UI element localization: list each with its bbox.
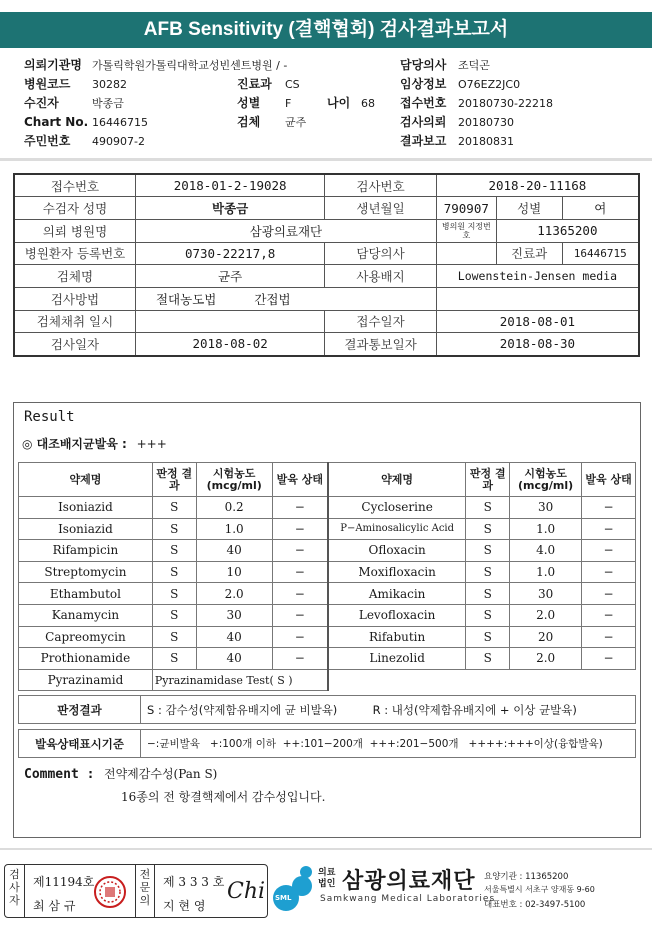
drug-growth: − xyxy=(582,648,636,670)
table-row xyxy=(14,219,639,242)
comment-line-1: 전약제감수성(Pan S) xyxy=(104,767,218,781)
cell-label: 검사번호 xyxy=(325,174,437,197)
drug-conc: 2.0 xyxy=(510,648,582,670)
legend-growth: −:균비발육 +:100개 이하 ++:101−200개 +++:201−500개 ++++:+++이상(융합발육) xyxy=(141,730,636,758)
header-value: 20180730-22218 xyxy=(458,97,553,110)
column-header: 발육 상태 xyxy=(272,463,328,497)
drug-conc: 20 xyxy=(510,626,582,648)
drug-growth: − xyxy=(582,497,636,519)
comment-label: Comment : xyxy=(24,767,95,782)
drug-growth: − xyxy=(582,604,636,626)
cell-label: 검체명 xyxy=(14,265,135,288)
hospital-code: 11365200 xyxy=(496,219,639,242)
column-header: 약제명 xyxy=(19,463,153,497)
table-row xyxy=(19,540,636,562)
org-prefix xyxy=(318,868,335,890)
cell-label: 진료과 xyxy=(496,242,562,265)
sml-logo-icon xyxy=(272,864,316,912)
drug-conc: 1.0 xyxy=(510,561,582,583)
header-value: 16446715 xyxy=(92,116,148,129)
header-label: 검체 xyxy=(237,115,261,129)
table-row xyxy=(19,518,636,540)
legend-r: R : 내성(약제함유배지에 + 이상 균발육) xyxy=(372,702,577,717)
header-mid-block xyxy=(237,75,375,132)
drug-judge: S xyxy=(152,540,196,562)
empty-cell xyxy=(328,669,636,691)
comment-line-2: 16종의 전 항결핵제에서 감수성입니다. xyxy=(121,790,326,804)
column-header: 판정 결과 xyxy=(466,463,510,497)
birth-date: 790907 xyxy=(436,197,496,220)
table-row xyxy=(19,669,636,691)
doctor-name xyxy=(436,242,496,265)
cell-label: 결과통보일자 xyxy=(325,333,437,356)
doctor-label: 전문의 xyxy=(135,865,155,917)
table-row xyxy=(14,265,639,288)
legend-label: 판정결과 xyxy=(19,696,141,724)
drug-drug: Isoniazid xyxy=(19,497,153,519)
drug-conc: 40 xyxy=(196,626,272,648)
drug-drug: Ethambutol xyxy=(19,583,153,605)
header-value: F xyxy=(285,97,292,110)
logo-mark: SML xyxy=(275,894,292,902)
drug-drug: Moxifloxacin xyxy=(328,561,466,583)
drug-drug: Kanamycin xyxy=(19,604,153,626)
drug-conc: 2.0 xyxy=(196,583,272,605)
header-label: 접수번호 xyxy=(400,96,447,110)
footer xyxy=(0,852,652,929)
control-value: +++ xyxy=(136,437,167,451)
drug-growth: − xyxy=(272,561,328,583)
table-row xyxy=(14,310,639,333)
header-value: 68 xyxy=(361,97,375,110)
column-header: 판정 결과 xyxy=(152,463,196,497)
header-label: 병원코드 xyxy=(24,77,71,91)
org-prefix-2: 법인 xyxy=(318,879,336,889)
test-method-2: 간접법 xyxy=(254,291,291,307)
org-logo xyxy=(272,864,316,912)
column-header: 발육 상태 xyxy=(582,463,636,497)
header-value: 조덕곤 xyxy=(458,59,490,72)
patient-record-table xyxy=(13,173,640,357)
drug-conc: 40 xyxy=(196,648,272,670)
patient-name: 박종금 xyxy=(135,197,324,220)
drug-judge: S xyxy=(466,648,510,670)
drug-growth: − xyxy=(272,648,328,670)
notify-date: 2018-08-30 xyxy=(436,333,639,356)
table-row xyxy=(19,626,636,648)
specimen: 균주 xyxy=(135,265,324,288)
cell-label: 생년월일 xyxy=(325,197,437,220)
table-row xyxy=(19,497,636,519)
column-header: 시험농도 (mcg/ml) xyxy=(196,463,272,497)
header-label: 나이 xyxy=(327,96,351,110)
drug-judge: S xyxy=(466,497,510,519)
header-right-block xyxy=(400,56,553,151)
drug-judge: S xyxy=(152,497,196,519)
drug-judge: S xyxy=(466,604,510,626)
drug-growth: − xyxy=(272,540,328,562)
pyrazinamidase-test: Pyrazinamidase Test( S ) xyxy=(152,669,328,691)
header-value: 박종금 xyxy=(92,97,124,110)
cell-label: 검사방법 xyxy=(14,287,135,310)
header-label: 주민번호 xyxy=(24,134,71,148)
org-code: 요양기관 : 11365200 xyxy=(484,872,569,882)
drug-growth: − xyxy=(272,583,328,605)
header-label: 검사의뢰 xyxy=(400,115,447,129)
drug-judge: S xyxy=(152,648,196,670)
header-label: Chart No. xyxy=(24,115,89,129)
legend-table xyxy=(18,729,636,758)
drug-conc: 1.0 xyxy=(510,518,582,540)
test-number: 2018-20-11168 xyxy=(436,174,639,197)
report-title: AFB Sensitivity (결핵협회) 검사결과보고서 xyxy=(0,12,652,48)
drug-drug: Linezolid xyxy=(328,648,466,670)
org-prefix-1: 의료 xyxy=(318,868,336,878)
header-label: 의뢰기관명 xyxy=(24,58,82,72)
table-row xyxy=(14,197,639,220)
comment-block xyxy=(24,765,325,805)
drug-conc: 30 xyxy=(196,604,272,626)
drug-judge: S xyxy=(466,518,510,540)
drug-growth: − xyxy=(272,626,328,648)
drug-growth: − xyxy=(272,604,328,626)
cell-label: 접수일자 xyxy=(325,310,437,333)
hospital-name: 삼광의료재단 xyxy=(135,219,436,242)
test-date: 2018-08-02 xyxy=(135,333,324,356)
drug-growth: − xyxy=(272,518,328,540)
header-value: 균주 xyxy=(285,116,307,129)
column-header: 시험농도 (mcg/ml) xyxy=(510,463,582,497)
legend-label: 발육상태표시기준 xyxy=(19,730,141,758)
culture-medium: Lowenstein-Jensen media xyxy=(436,265,639,288)
cell-label: 사용배지 xyxy=(325,265,437,288)
drug-judge: S xyxy=(152,604,196,626)
drug-growth: − xyxy=(582,583,636,605)
result-section xyxy=(13,402,641,838)
receipt-number: 2018-01-2-19028 xyxy=(135,174,324,197)
drug-drug: Prothionamide xyxy=(19,648,153,670)
legend-table xyxy=(18,695,636,724)
signature-box xyxy=(4,864,268,918)
legend-judge xyxy=(141,696,636,724)
cell-label: 담당의사 xyxy=(325,242,437,265)
header-label: 임상정보 xyxy=(400,77,447,91)
drug-judge: S xyxy=(466,626,510,648)
drug-judge: S xyxy=(466,561,510,583)
drug-drug: Pyrazinamid xyxy=(19,669,153,691)
empty-cell xyxy=(436,287,639,310)
drug-judge: S xyxy=(466,583,510,605)
drug-drug: Amikacin xyxy=(328,583,466,605)
drug-conc: 30 xyxy=(510,583,582,605)
tester-license: 제11194호 xyxy=(33,875,95,889)
header-label: 성별 xyxy=(237,96,261,110)
drug-drug: Streptomycin xyxy=(19,561,153,583)
registration-number: 0730-22217,8 xyxy=(135,242,324,265)
drug-conc: 4.0 xyxy=(510,540,582,562)
drug-growth: − xyxy=(582,518,636,540)
drug-judge: S xyxy=(152,583,196,605)
header-value: 가톨릭학원가톨릭대학교성빈센트병원 / - xyxy=(92,59,288,72)
header-label: 수진자 xyxy=(24,96,59,110)
drug-drug: P−Aminosalicylic Acid xyxy=(328,518,466,540)
drug-judge: S xyxy=(152,561,196,583)
cell-label: 병의원 지정번호 xyxy=(436,219,496,242)
tester-label: 검사자 xyxy=(5,865,25,917)
drug-growth: − xyxy=(582,540,636,562)
table-row xyxy=(14,333,639,356)
drug-growth: − xyxy=(582,561,636,583)
cell-label: 수검자 성명 xyxy=(14,197,135,220)
header-value: 490907-2 xyxy=(92,135,145,148)
drug-conc: 2.0 xyxy=(510,604,582,626)
drug-conc: 1.0 xyxy=(196,518,272,540)
header-value: 20180831 xyxy=(458,135,514,148)
drug-judge: S xyxy=(152,626,196,648)
table-row xyxy=(19,696,636,724)
table-row xyxy=(19,583,636,605)
table-header-row xyxy=(19,463,636,497)
table-row xyxy=(14,242,639,265)
org-address: 서울특별시 서초구 양재동 9-60 xyxy=(484,885,595,894)
drug-judge: S xyxy=(466,540,510,562)
column-header: 약제명 xyxy=(328,463,466,497)
department: 16446715 xyxy=(562,242,639,265)
table-row xyxy=(19,648,636,670)
result-title: Result xyxy=(24,409,75,425)
cell-label: 접수번호 xyxy=(14,174,135,197)
drug-drug: Ofloxacin xyxy=(328,540,466,562)
doctor-license: 제 3 3 3 호 xyxy=(163,875,225,889)
drug-drug: Capreomycin xyxy=(19,626,153,648)
cell-label: 의뢰 병원명 xyxy=(14,219,135,242)
drug-growth: − xyxy=(582,626,636,648)
signature: Chi xyxy=(227,879,266,904)
drug-sensitivity-table xyxy=(18,462,636,691)
org-phone: 대표번호 : 02-3497-5100 xyxy=(484,900,586,910)
received-date: 2018-08-01 xyxy=(436,310,639,333)
footer-divider xyxy=(0,848,652,850)
header-value: O76EZ2JC0 xyxy=(458,78,521,91)
drug-drug: Rifampicin xyxy=(19,540,153,562)
header-label: 진료과 xyxy=(237,77,272,91)
doctor-name: 지 현 영 xyxy=(163,899,206,913)
drug-conc: 10 xyxy=(196,561,272,583)
test-method-1: 절대농도법 xyxy=(155,291,217,307)
cell-label: 검체채취 일시 xyxy=(14,310,135,333)
legend-s: S : 감수성(약제함유배지에 균 비발육) xyxy=(147,702,338,717)
header-label: 결과보고 xyxy=(400,134,447,148)
cell-label: 병원환자 등록번호 xyxy=(14,242,135,265)
drug-conc: 40 xyxy=(196,540,272,562)
patient-sex: 여 xyxy=(562,197,639,220)
table-row xyxy=(19,604,636,626)
table-row xyxy=(14,287,639,310)
collection-datetime xyxy=(135,310,324,333)
drug-drug: Rifabutin xyxy=(328,626,466,648)
header-divider xyxy=(0,158,652,161)
header-value: 30282 xyxy=(92,78,127,91)
cell-label: 성별 xyxy=(496,197,562,220)
drug-drug: Cycloserine xyxy=(328,497,466,519)
header-value: 20180730 xyxy=(458,116,514,129)
control-growth xyxy=(22,435,167,452)
header-value: CS xyxy=(285,78,300,91)
drug-drug: Levofloxacin xyxy=(328,604,466,626)
drug-conc: 0.2 xyxy=(196,497,272,519)
seal-icon xyxy=(93,875,127,909)
cell-label: 검사일자 xyxy=(14,333,135,356)
tester-name: 최 삼 규 xyxy=(33,899,76,913)
drug-judge: S xyxy=(152,518,196,540)
org-name-en: Samkwang Medical Laboratories xyxy=(320,894,496,904)
drug-drug: Isoniazid xyxy=(19,518,153,540)
table-row xyxy=(19,730,636,758)
table-row xyxy=(19,561,636,583)
drug-conc: 30 xyxy=(510,497,582,519)
table-row xyxy=(14,174,639,197)
org-name: 삼광의료재단 xyxy=(342,869,476,894)
drug-growth: − xyxy=(272,497,328,519)
control-label: ◎ 대조배지균발육 : xyxy=(22,437,127,451)
header-label: 담당의사 xyxy=(400,58,447,72)
test-method xyxy=(135,287,436,310)
